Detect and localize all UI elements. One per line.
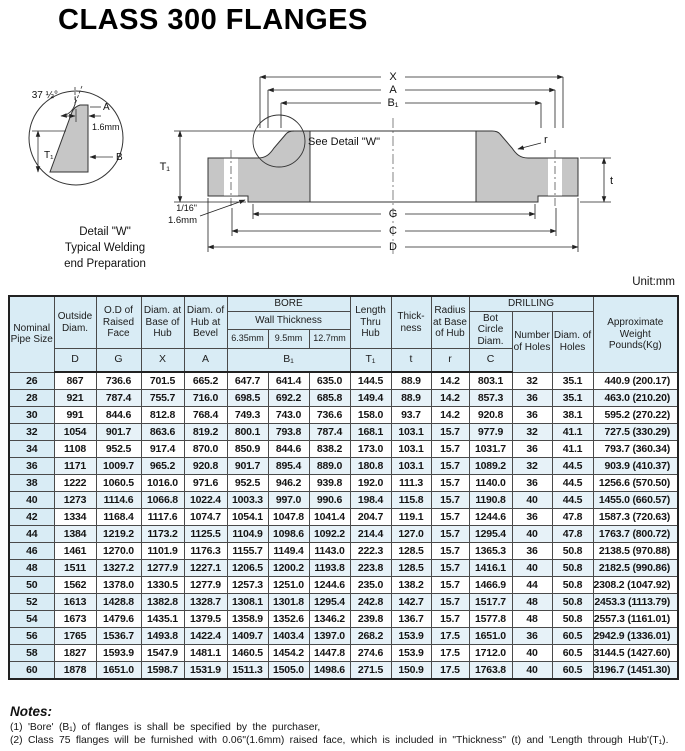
col-header-thickness: Thick-ness bbox=[391, 296, 431, 349]
notes-section bbox=[10, 704, 680, 747]
dim-label-d: D bbox=[389, 241, 397, 253]
table-row: 32 1054 901.7 863.6 819.2 800.1 793.8 787.4 168.1 103.1 15.7 977.9 32 41.1 727.5 (330.29) bbox=[9, 424, 678, 441]
table-row: 60 1878 1651.0 1598.7 1531.9 1511.3 1505.0 1498.6 271.5 150.9 17.5 1763.8 40 60.5 3196.7 (1451.30) bbox=[9, 662, 678, 680]
table-body bbox=[9, 372, 678, 679]
unit-label: Unit:mm bbox=[632, 276, 675, 288]
col-header-radius: Radius at Base of Hub bbox=[431, 296, 469, 349]
letter-a: A bbox=[184, 349, 227, 373]
table-row: 56 1765 1536.7 1493.8 1422.4 1409.7 1403.4 1397.0 268.2 153.9 17.5 1651.0 36 60.5 2942.9 (1336.01) bbox=[9, 628, 678, 645]
table-row: 52 1613 1428.8 1382.8 1328.7 1308.1 1301.8 1295.4 242.8 142.7 15.7 1517.7 48 50.8 2453.3 (1113.79) bbox=[9, 594, 678, 611]
detail-caption-line2: Typical Welding bbox=[64, 242, 146, 254]
letter-g: G bbox=[96, 349, 141, 373]
letter-x: X bbox=[141, 349, 184, 373]
col-header-num-holes: Number of Holes bbox=[512, 311, 552, 372]
col-header-wt-635: 6.35mm bbox=[227, 330, 268, 349]
notes-title: Notes: bbox=[10, 704, 53, 719]
detail-caption-line3: end Preparation bbox=[64, 258, 146, 270]
col-header-wt-95: 9.5mm bbox=[268, 330, 309, 349]
page-title: CLASS 300 FLANGES bbox=[58, 4, 368, 36]
flange-drawing bbox=[0, 50, 685, 288]
flange-dimensions-table bbox=[8, 295, 679, 680]
table-row: 50 1562 1378.0 1330.5 1277.9 1257.3 1251.0 1244.6 235.0 138.2 15.7 1466.9 44 50.8 2308.2 (1047.92) bbox=[9, 577, 678, 594]
letter-t: t bbox=[391, 349, 431, 373]
col-header-weight: Approximate Weight Pounds(Kg) bbox=[593, 296, 678, 372]
detail-b-label: B bbox=[116, 152, 123, 163]
table-row: 26 867 736.6 701.5 665.2 647.7 641.4 635.0 144.5 88.9 14.2 803.1 32 35.1 440.9 (200.17) bbox=[9, 372, 678, 390]
detail-w-inset bbox=[29, 86, 123, 185]
col-header-diam-base: Diam. at Base of Hub bbox=[141, 296, 184, 349]
note-1: (1) 'Bore' (B₁) of flanges is shall be specified by the purchaser, bbox=[10, 722, 321, 733]
col-header-od-raised: O.D of Raised Face bbox=[96, 296, 141, 349]
col-header-drilling: DRILLING bbox=[469, 296, 593, 311]
col-header-bore: BORE bbox=[227, 296, 350, 311]
letter-d: D bbox=[54, 349, 96, 373]
detail-a-label: A bbox=[103, 102, 110, 113]
table-row: 48 1511 1327.2 1277.9 1227.1 1206.5 1200.2 1193.8 223.8 128.5 15.7 1416.1 40 50.8 2182.5 (990.86) bbox=[9, 560, 678, 577]
letter-t1: T₁ bbox=[350, 349, 391, 373]
col-header-nominal: Nominal Pipe Size bbox=[9, 296, 54, 372]
col-header-wt-127: 12.7mm bbox=[309, 330, 350, 349]
table-row: 58 1827 1593.9 1547.9 1481.1 1460.5 1454.2 1447.8 274.6 153.9 17.5 1712.0 40 60.5 3144.5 (1427.60) bbox=[9, 645, 678, 662]
left-flange-section bbox=[208, 131, 310, 202]
detail-angle-label: 37 ½° bbox=[31, 90, 58, 101]
raised-face-height-mm: 1.6mm bbox=[167, 215, 197, 226]
table-row: 28 921 787.4 755.7 716.0 698.5 692.2 685.8 149.4 88.9 14.2 857.3 36 35.1 463.0 (210.20) bbox=[9, 390, 678, 407]
table-row: 54 1673 1479.6 1435.1 1379.5 1358.9 1352.6 1346.2 239.8 136.7 15.7 1577.8 48 50.8 2557.3 (1161.01) bbox=[9, 611, 678, 628]
raised-face-height-label: 1/16" bbox=[176, 203, 197, 213]
table-row: 34 1108 952.5 917.4 870.0 850.9 844.6 838.2 173.0 103.1 15.7 1031.7 36 41.1 793.7 (360.34) bbox=[9, 441, 678, 458]
table-row: 42 1334 1168.4 1117.6 1074.7 1054.1 1047.8 1041.4 204.7 119.1 15.7 1244.6 36 47.8 1587.3 (720.63) bbox=[9, 509, 678, 526]
detail-t1-label: T₁ bbox=[44, 150, 54, 161]
detail-caption-line1: Detail "W" bbox=[79, 226, 131, 238]
letter-c: C bbox=[469, 349, 512, 373]
table-row: 40 1273 1114.6 1066.8 1022.4 1003.3 997.0 990.6 198.4 115.8 15.7 1190.8 40 44.5 1455.0 (660.57) bbox=[9, 492, 678, 509]
letter-r: r bbox=[431, 349, 469, 373]
dim-label-t: t bbox=[610, 175, 614, 187]
col-header-outside: Outside Diam. bbox=[54, 296, 96, 349]
dim-label-r: r bbox=[544, 134, 548, 146]
dim-label-a: A bbox=[389, 84, 397, 96]
detail-gap-label: 1.6mm bbox=[92, 122, 120, 132]
table-row: 46 1461 1270.0 1101.9 1176.3 1155.7 1149.4 1143.0 222.3 128.5 15.7 1365.3 36 50.8 2138.5 (970.88) bbox=[9, 543, 678, 560]
table-row: 30 991 844.6 812.8 768.4 749.3 743.0 736.6 158.0 93.7 14.2 920.8 36 38.1 595.2 (270.22) bbox=[9, 407, 678, 424]
dim-label-x: X bbox=[389, 71, 397, 83]
detail-w-caption bbox=[64, 226, 146, 270]
dim-label-t1: T₁ bbox=[159, 161, 170, 173]
col-header-diam-holes: Diam. of Holes bbox=[552, 311, 593, 372]
dim-label-b1: B₁ bbox=[387, 97, 399, 109]
col-header-wall-thickness: Wall Thickness bbox=[227, 311, 350, 330]
letter-b1: B₁ bbox=[227, 349, 350, 373]
see-detail-label: See Detail "W" bbox=[308, 136, 380, 148]
dim-label-g: G bbox=[388, 208, 398, 220]
note-2: (2) Class 75 flanges will be furnished with 0.06"(1.6mm) raised face, which is included in "Thickness" (t) and 'Length through Hub'(T₁). bbox=[10, 735, 669, 746]
table-row: 38 1222 1060.5 1016.0 971.6 952.5 946.2 939.8 192.0 111.3 15.7 1140.0 36 44.5 1256.6 (570.50) bbox=[9, 475, 678, 492]
table-row: 36 1171 1009.7 965.2 920.8 901.7 895.4 889.0 180.8 103.1 15.7 1089.2 32 44.5 903.9 (410.37) bbox=[9, 458, 678, 475]
col-header-length: Length Thru Hub bbox=[350, 296, 391, 349]
col-header-diam-bevel: Diam. of Hub at Bevel bbox=[184, 296, 227, 349]
dim-label-c: C bbox=[389, 225, 397, 237]
weld-bevel-shape bbox=[50, 105, 88, 172]
table-row: 44 1384 1219.2 1173.2 1125.5 1104.9 1098.6 1092.2 214.4 127.0 15.7 1295.4 40 47.8 1763.7 (800.72) bbox=[9, 526, 678, 543]
col-header-bolt-circle: Bot Circle Diam. bbox=[469, 311, 512, 349]
right-flange-section bbox=[476, 131, 578, 202]
